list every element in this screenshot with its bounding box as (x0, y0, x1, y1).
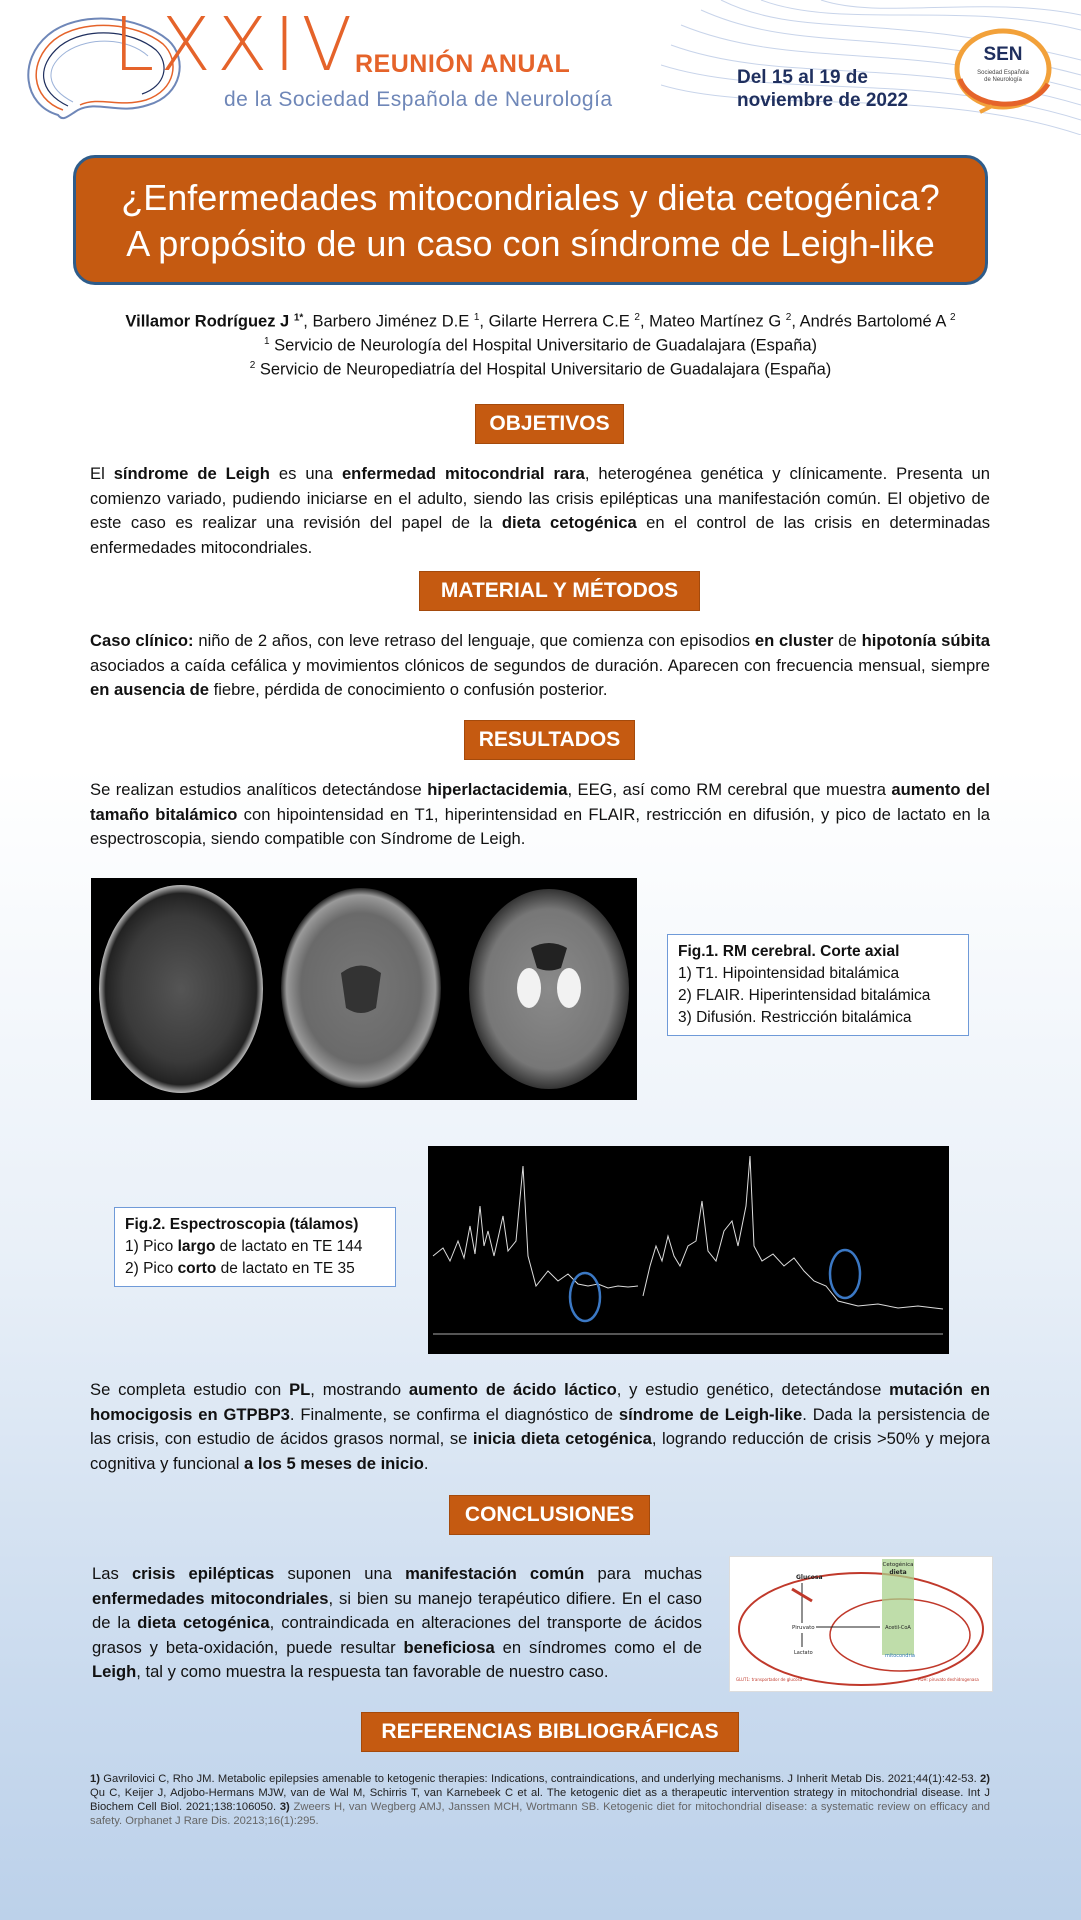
affiliation-2-text: Servicio de Neuropediatría del Hospital Universitario de Guadalajara (España) (255, 360, 832, 379)
dates-line-1: Del 15 al 19 de (737, 67, 868, 88)
fig1-line: 2) FLAIR. Hiperintensidad bitalámica (678, 987, 931, 1004)
mr-spectroscopy-image (428, 1146, 949, 1354)
title-line-1: ¿Enfermedades mitocondriales y dieta cetogénica? (121, 177, 940, 218)
metabolism-schematic (730, 1557, 992, 1691)
resultados-text-1: Se realizan estudios analíticos detectándose hiperlactacidemia, EEG, así como RM cerebral que muestra aumento del tamaño bitalámico con hipointensidad en T1, hiperintensidad en FLAIR, restricción en difusión, y pico de lactato en la espectroscopia, siendo compatible con Síndrome de Leigh. (90, 780, 990, 848)
poster-header (0, 0, 1081, 135)
affiliation-1 (0, 336, 1081, 356)
congress-dates (737, 66, 908, 112)
mri-axial-images (91, 878, 637, 1100)
dates-line-2: noviembre de 2022 (737, 90, 909, 111)
author-list (0, 312, 1081, 332)
objetivos-text: El síndrome de Leigh es una enfermedad mitocondrial rara, heterogénea genética y clínicamente. Presenta un comienzo variado, pudiendo iniciarse en el adulto, siendo las crisis epilépticas una manifestación común. El objetivo de este caso es realizar una revisión del papel de la dieta cetogénica en el control de las crisis en determinadas enfermedades mitocondriales. (90, 464, 990, 557)
congress-number: LXXIV (113, 2, 359, 88)
affiliation-1-sup: 1 (263, 336, 270, 347)
svg-text:GLUT1: transportador de glucos: GLUT1: transportador de glucosa (736, 1677, 803, 1682)
mri-t1-slice (99, 885, 263, 1093)
title-line-2: A propósito de un caso con síndrome de Leigh-like (126, 223, 935, 264)
svg-text:Glucosa: Glucosa (796, 1574, 823, 1581)
resultados-text-2: Se completa estudio con PL, mostrando aumento de ácido láctico, y estudio genético, detectándose mutación en homocigosis en GTPBP3. Finalmente, se confirma el diagnóstico de síndrome de Leigh-like. Dada la persistencia de las crisis, con estudio de ácidos grasos normal, se inicia dieta cetogénica, logrando reducción de crisis >50% y mejora cognitiva y funcional a los 5 meses de inicio. (90, 1380, 991, 1473)
fig1-title: Fig.1. RM cerebral. Corte axial (678, 943, 900, 960)
affiliation-2 (0, 360, 1081, 380)
coauthor-sup: 2 (950, 312, 956, 323)
affiliation-2-sup: 2 (249, 360, 256, 371)
first-author-sup: 1* (293, 312, 304, 323)
spectroscopy-traces (428, 1146, 949, 1354)
society-name: de la Sociedad Española de Neurología (224, 88, 613, 111)
fig2-title: Fig.2. Espectroscopia (tálamos) (125, 1216, 359, 1233)
sen-sub-2: de Neurología (984, 77, 1022, 83)
material-text: Caso clínico: niño de 2 años, con leve retraso del lenguaje, que comienza con episodios en cluster de hipotonía súbita asociados a caída cefálica y movimientos clónicos de segundos de duración. Aparecen con frecuencia mensual, siempre en ausencia de fiebre, pérdida de conocimiento o confusión posterior. (90, 631, 990, 699)
section-material-metodos: MATERIAL Y MÉTODOS (419, 571, 700, 611)
coauthor-sup: 2 (785, 312, 792, 323)
coauthor-sup: 2 (634, 312, 640, 323)
svg-text:mitocondria: mitocondria (885, 1653, 915, 1659)
coauthor-sup: 1 (473, 312, 480, 323)
mri-panels (91, 878, 637, 1100)
sen-sub-1: Sociedad Española (977, 70, 1029, 76)
section-referencias: REFERENCIAS BIBLIOGRÁFICAS (361, 1712, 739, 1752)
svg-text:Cetogénica: Cetogénica (882, 1562, 914, 1568)
svg-text:Piruvato: Piruvato (792, 1625, 815, 1631)
svg-text:dieta: dieta (889, 1569, 907, 1576)
coauthor: , Gilarte Herrera C.E (479, 312, 635, 331)
references-list: 1) Gavrilovici C, Rho JM. Metabolic epilepsies amenable to ketogenic therapies: Indications, contraindications, and underlying mechanisms. J Inherit Metab Dis. 2021;44(1):42-53. 2) Qu C, Keijer J, Adjobo-Hermans MJW, van de Wal M, Schirris T, van Karnebeek C et al. The ketogenic diet as a therapeutic intervention strategy in mitochondrial disease. Int J Biochem Cell Biol. 2021;138:106050. 3) Zweers H, van Wegberg AMJ, Janssen MCH, Wortmann SB. Ketogenic diet for mitochondrial disease: a systematic review on efficacy and safety. Orphanet J Rare Dis. 20213;16(1):295. (90, 1773, 990, 1827)
svg-text:Acetil-CoA: Acetil-CoA (885, 1625, 911, 1631)
meeting-label: REUNIÓN ANUAL (355, 50, 571, 78)
section-resultados: RESULTADOS (464, 720, 635, 760)
first-author: Villamor Rodríguez J (125, 312, 290, 331)
ketogenic-metabolism-diagram (729, 1556, 993, 1692)
fig1-line: 1) T1. Hipointensidad bitalámica (678, 965, 900, 982)
sen-subtitle (950, 70, 1056, 84)
fig2-line: 2) Pico corto de lactato en TE 35 (125, 1260, 355, 1277)
section-objetivos: OBJETIVOS (475, 404, 624, 444)
coauthor: , Andrés Bartolomé A (791, 312, 951, 331)
figure-2-caption (114, 1207, 396, 1287)
figure-1-caption (667, 934, 969, 1036)
fig1-line: 3) Difusión. Restricción bitalámica (678, 1009, 912, 1026)
sen-logo (950, 24, 1056, 119)
svg-text:PDH: piruvato deshidrogenasa: PDH: piruvato deshidrogenasa (918, 1677, 979, 1682)
mri-diffusion-slice (469, 889, 629, 1089)
lactate-peak-circle-2 (830, 1250, 860, 1298)
affiliation-1-text: Servicio de Neurología del Hospital Universitario de Guadalajara (España) (269, 336, 818, 355)
conclusiones-text: Las crisis epilépticas suponen una manifestación común para muchas enfermedades mitocondriales, si bien su manejo terapéutico difiere. En el caso de la dieta cetogénica, contraindicada en alteraciones del transporte de ácidos grasos y beta-oxidación, puede resultar beneficiosa en síndromes como el de Leigh, tal y como muestra la respuesta tan favorable de nuestro caso. (92, 1564, 703, 1681)
svg-text:Lactato: Lactato (794, 1650, 813, 1656)
poster-title (73, 155, 988, 285)
fig2-line: 1) Pico largo de lactato en TE 144 (125, 1238, 363, 1255)
sen-acronym: SEN (983, 44, 1023, 65)
coauthor: , Barbero Jiménez D.E (303, 312, 474, 331)
section-conclusiones: CONCLUSIONES (449, 1495, 650, 1535)
coauthor: , Mateo Martínez G (639, 312, 786, 331)
lactate-peak-circle-1 (570, 1273, 600, 1321)
